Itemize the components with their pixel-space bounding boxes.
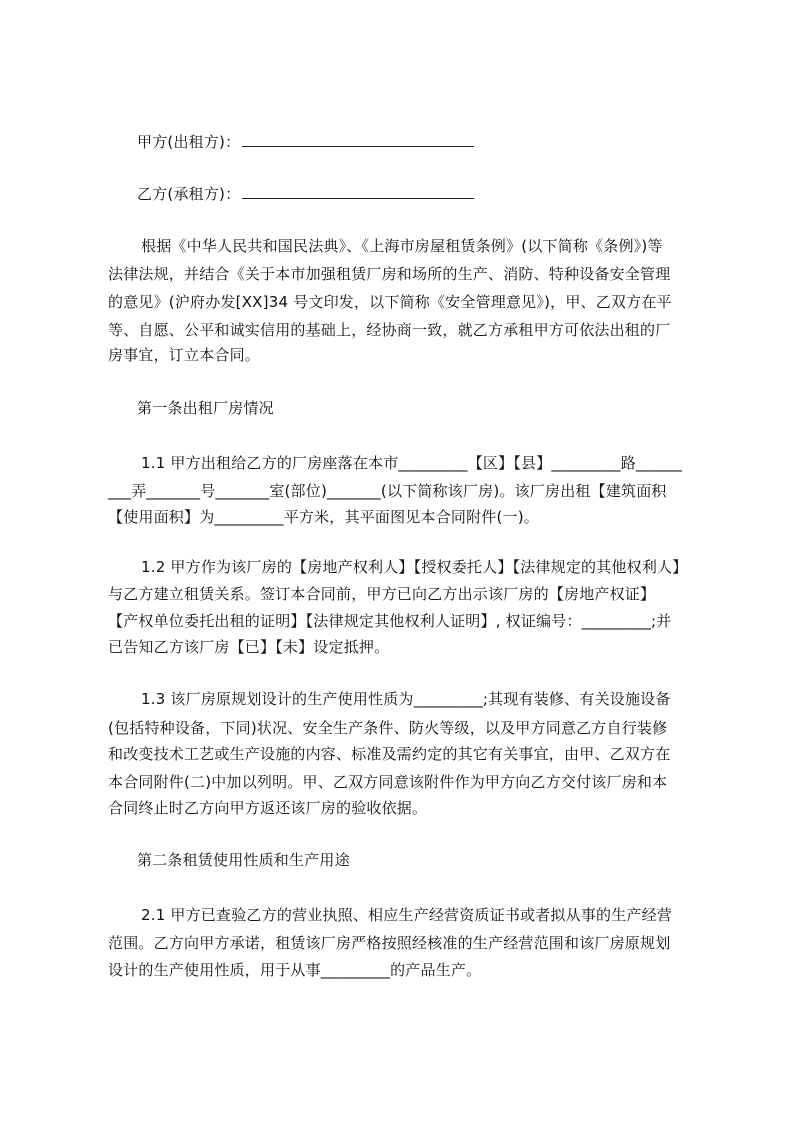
clause-1-2-line: 与乙方建立租赁关系。签订本合同前，甲方已向乙方出示该厂房的【房地产权证】 — [108, 585, 656, 603]
preamble-line: 房事宜，订立本合同。 — [108, 346, 261, 364]
party-b-label: 乙方(承租方)： — [137, 185, 241, 203]
party-b-blank — [242, 184, 474, 199]
clause-1-3-line: 和改变技术工艺或生产设施的内容、标准及需约定的其它有关事宜，由甲、乙双方在 — [108, 745, 671, 763]
clause-2-1-line: 范围。乙方向甲方承诺，租赁该厂房严格按照经核准的生产经营范围和该厂房原规划 — [108, 934, 671, 952]
party-b-row — [137, 184, 474, 204]
preamble-line: 根据《中华人民共和国民法典》、《上海市房屋租赁条例》(以下简称《条例》)等 — [141, 237, 663, 255]
clause-2-1-line: 设计的生产使用性质，用于从事_________的产品生产。 — [108, 961, 482, 979]
clause-1-1-line: 【使用面积】为_________平方米，其平面图见本合同附件(一)。 — [108, 508, 540, 526]
preamble-line: 法律法规，并结合《关于本市加强租赁厂房和场所的生产、消防、特种设备安全管理 — [108, 265, 671, 283]
clause-2-1-line: 2.1 甲方已查验乙方的营业执照、相应生产经营资质证书或者拟从事的生产经营 — [141, 906, 673, 924]
preamble-line: 的意见》(沪府办发[XX]34 号文印发，以下简称《安全管理意见》)，甲、乙双方在平 — [108, 293, 672, 311]
clause-1-2-line: 已告知乙方该厂房【已】【未】设定抵押。 — [108, 638, 390, 656]
party-a-label: 甲方(出租方)： — [137, 133, 241, 151]
clause-1-2-line: 1.2 甲方作为该厂房的【房地产权利人】【授权委托人】【法律规定的其他权利人】 — [141, 558, 688, 576]
article-2-heading: 第二条租赁使用性质和生产用途 — [137, 851, 350, 869]
clause-1-1-line: 1.1 甲方出租给乙方的厂房座落在本市_________【区】【县】_________路______ — [141, 454, 683, 472]
clause-1-3-line: 合同终止时乙方向甲方返还该厂房的验收依据。 — [108, 799, 428, 817]
clause-1-3-line: 1.3 该厂房原规划设计的生产使用性质为_________;其现有装修、有关设施设备 — [141, 690, 671, 708]
clause-1-2-line: 【产权单位委托出租的证明】【法律规定其他权利人证明】, 权证编号：_________;并 — [108, 612, 672, 630]
article-1-heading: 第一条出租厂房情况 — [137, 399, 274, 417]
clause-1-3-line: 本合同附件(二)中加以列明。甲、乙双方同意该附件作为甲方向乙方交付该厂房和本 — [108, 773, 668, 791]
preamble-line: 等、自愿、公平和诚实信用的基础上，经协商一致，就乙方承租甲方可依法出租的厂 — [108, 321, 671, 339]
clause-1-3-line: (包括特种设备，下同)状况、安全生产条件、防火等级，以及甲方同意乙方自行装修 — [108, 719, 668, 737]
clause-1-1-line: ___弄_______号_______室(部位)_______(以下简称该厂房)。该厂房出租【建筑面积 — [108, 482, 667, 500]
party-a-row — [137, 132, 474, 152]
party-a-blank — [242, 132, 474, 147]
